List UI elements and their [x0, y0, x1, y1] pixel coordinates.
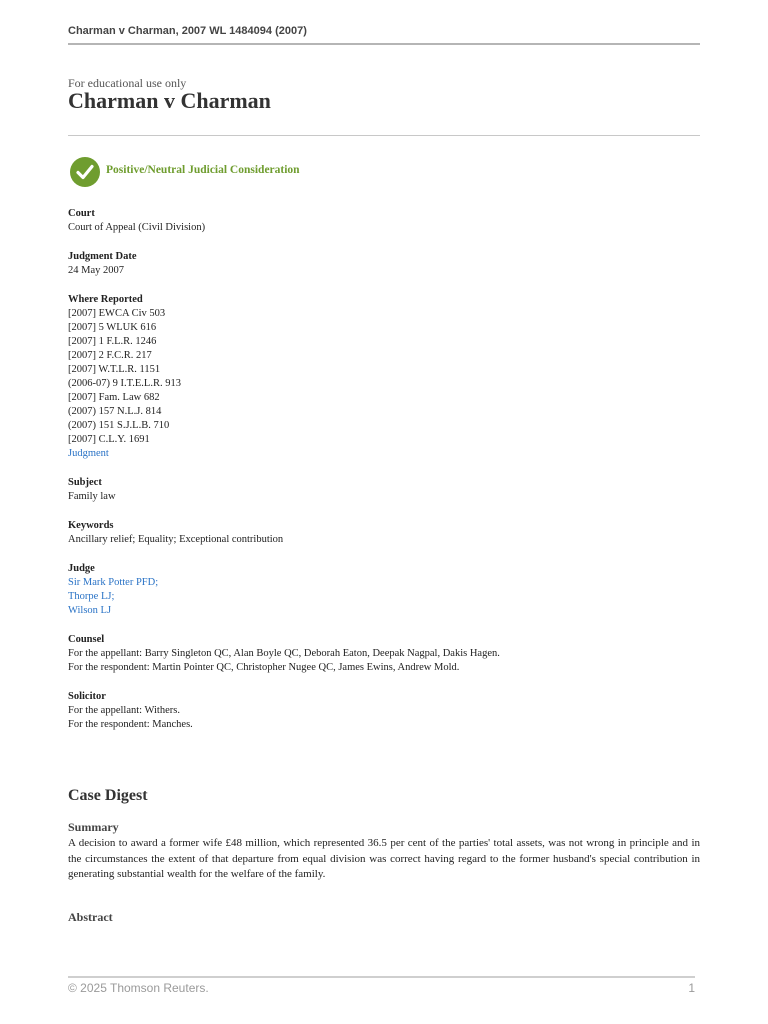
citation: (2007) 157 N.L.J. 814 — [68, 406, 162, 417]
case-digest-heading: Case Digest — [68, 787, 148, 804]
title-divider — [68, 135, 700, 136]
court-field — [68, 207, 708, 235]
citation: [2007] EWCA Civ 503 — [68, 308, 166, 319]
summary-text: A decision to award a former wife £48 million, which represented 36.5 per cent of the parties' total assets, was not wrong in principle and in the circumstances the extent of that departure from equal division was correct having regard to the former husband's special contribution in generating substantial wealth for the welfare of the family. — [68, 837, 700, 880]
counsel-label: Counsel — [68, 634, 105, 645]
solicitor-label: Solicitor — [68, 691, 106, 702]
counsel-appellant: For the appellant: Barry Singleton QC, Alan Boyle QC, Deborah Eaton, Deepak Nagpal, Dakis Hagen. — [68, 648, 500, 659]
keywords-field — [68, 519, 708, 547]
judgment-link[interactable]: Judgment — [68, 448, 109, 459]
judge-label: Judge — [68, 563, 95, 574]
abstract-label: Abstract — [68, 910, 113, 924]
citation: [2007] C.L.Y. 1691 — [68, 434, 150, 445]
judge-field — [68, 562, 708, 618]
citation: [2007] W.T.L.R. 1151 — [68, 364, 161, 375]
court-label: Court — [68, 208, 95, 219]
where-reported-label: Where Reported — [68, 294, 143, 305]
counsel-field — [68, 633, 708, 675]
solicitor-field — [68, 690, 708, 732]
status-badge: Positive/Neutral Judicial Consideration — [106, 164, 300, 176]
footer-divider — [68, 976, 695, 978]
judgment-date-label: Judgment Date — [68, 251, 137, 262]
keywords-label: Keywords — [68, 520, 114, 531]
judge-link[interactable]: Wilson LJ — [68, 605, 112, 616]
educational-notice: For educational use only — [68, 76, 187, 90]
judgment-date-value: 24 May 2007 — [68, 265, 124, 276]
counsel-respondent: For the respondent: Martin Pointer QC, Christopher Nugee QC, James Ewins, Andrew Mold. — [68, 662, 460, 673]
subject-label: Subject — [68, 477, 102, 488]
judge-link[interactable]: Sir Mark Potter PFD; — [68, 577, 159, 588]
solicitor-appellant: For the appellant: Withers. — [68, 705, 180, 716]
citation: (2006-07) 9 I.T.E.L.R. 913 — [68, 378, 181, 389]
keywords-value: Ancillary relief; Equality; Exceptional contribution — [68, 534, 284, 545]
copyright-text: © 2025 Thomson Reuters. — [68, 981, 209, 995]
header-divider — [68, 43, 700, 45]
subject-value: Family law — [68, 491, 116, 502]
check-icon — [70, 157, 100, 187]
summary-label: Summary — [68, 820, 119, 834]
where-reported-field — [68, 293, 708, 461]
judge-link[interactable]: Thorpe LJ; — [68, 591, 115, 602]
document-title: Charman v Charman — [68, 88, 271, 113]
solicitor-respondent: For the respondent: Manches. — [68, 719, 193, 730]
running-header: Charman v Charman, 2007 WL 1484094 (2007) — [68, 25, 307, 37]
citation: (2007) 151 S.J.L.B. 710 — [68, 420, 170, 431]
citation: [2007] 1 F.L.R. 1246 — [68, 336, 157, 347]
subject-field — [68, 476, 708, 504]
citation: [2007] 2 F.C.R. 217 — [68, 350, 152, 361]
page-number: 1 — [688, 981, 695, 995]
court-value: Court of Appeal (Civil Division) — [68, 222, 206, 233]
judgment-date-field — [68, 250, 708, 278]
citation: [2007] Fam. Law 682 — [68, 392, 160, 403]
case-metadata — [68, 207, 708, 747]
citation: [2007] 5 WLUK 616 — [68, 322, 157, 333]
